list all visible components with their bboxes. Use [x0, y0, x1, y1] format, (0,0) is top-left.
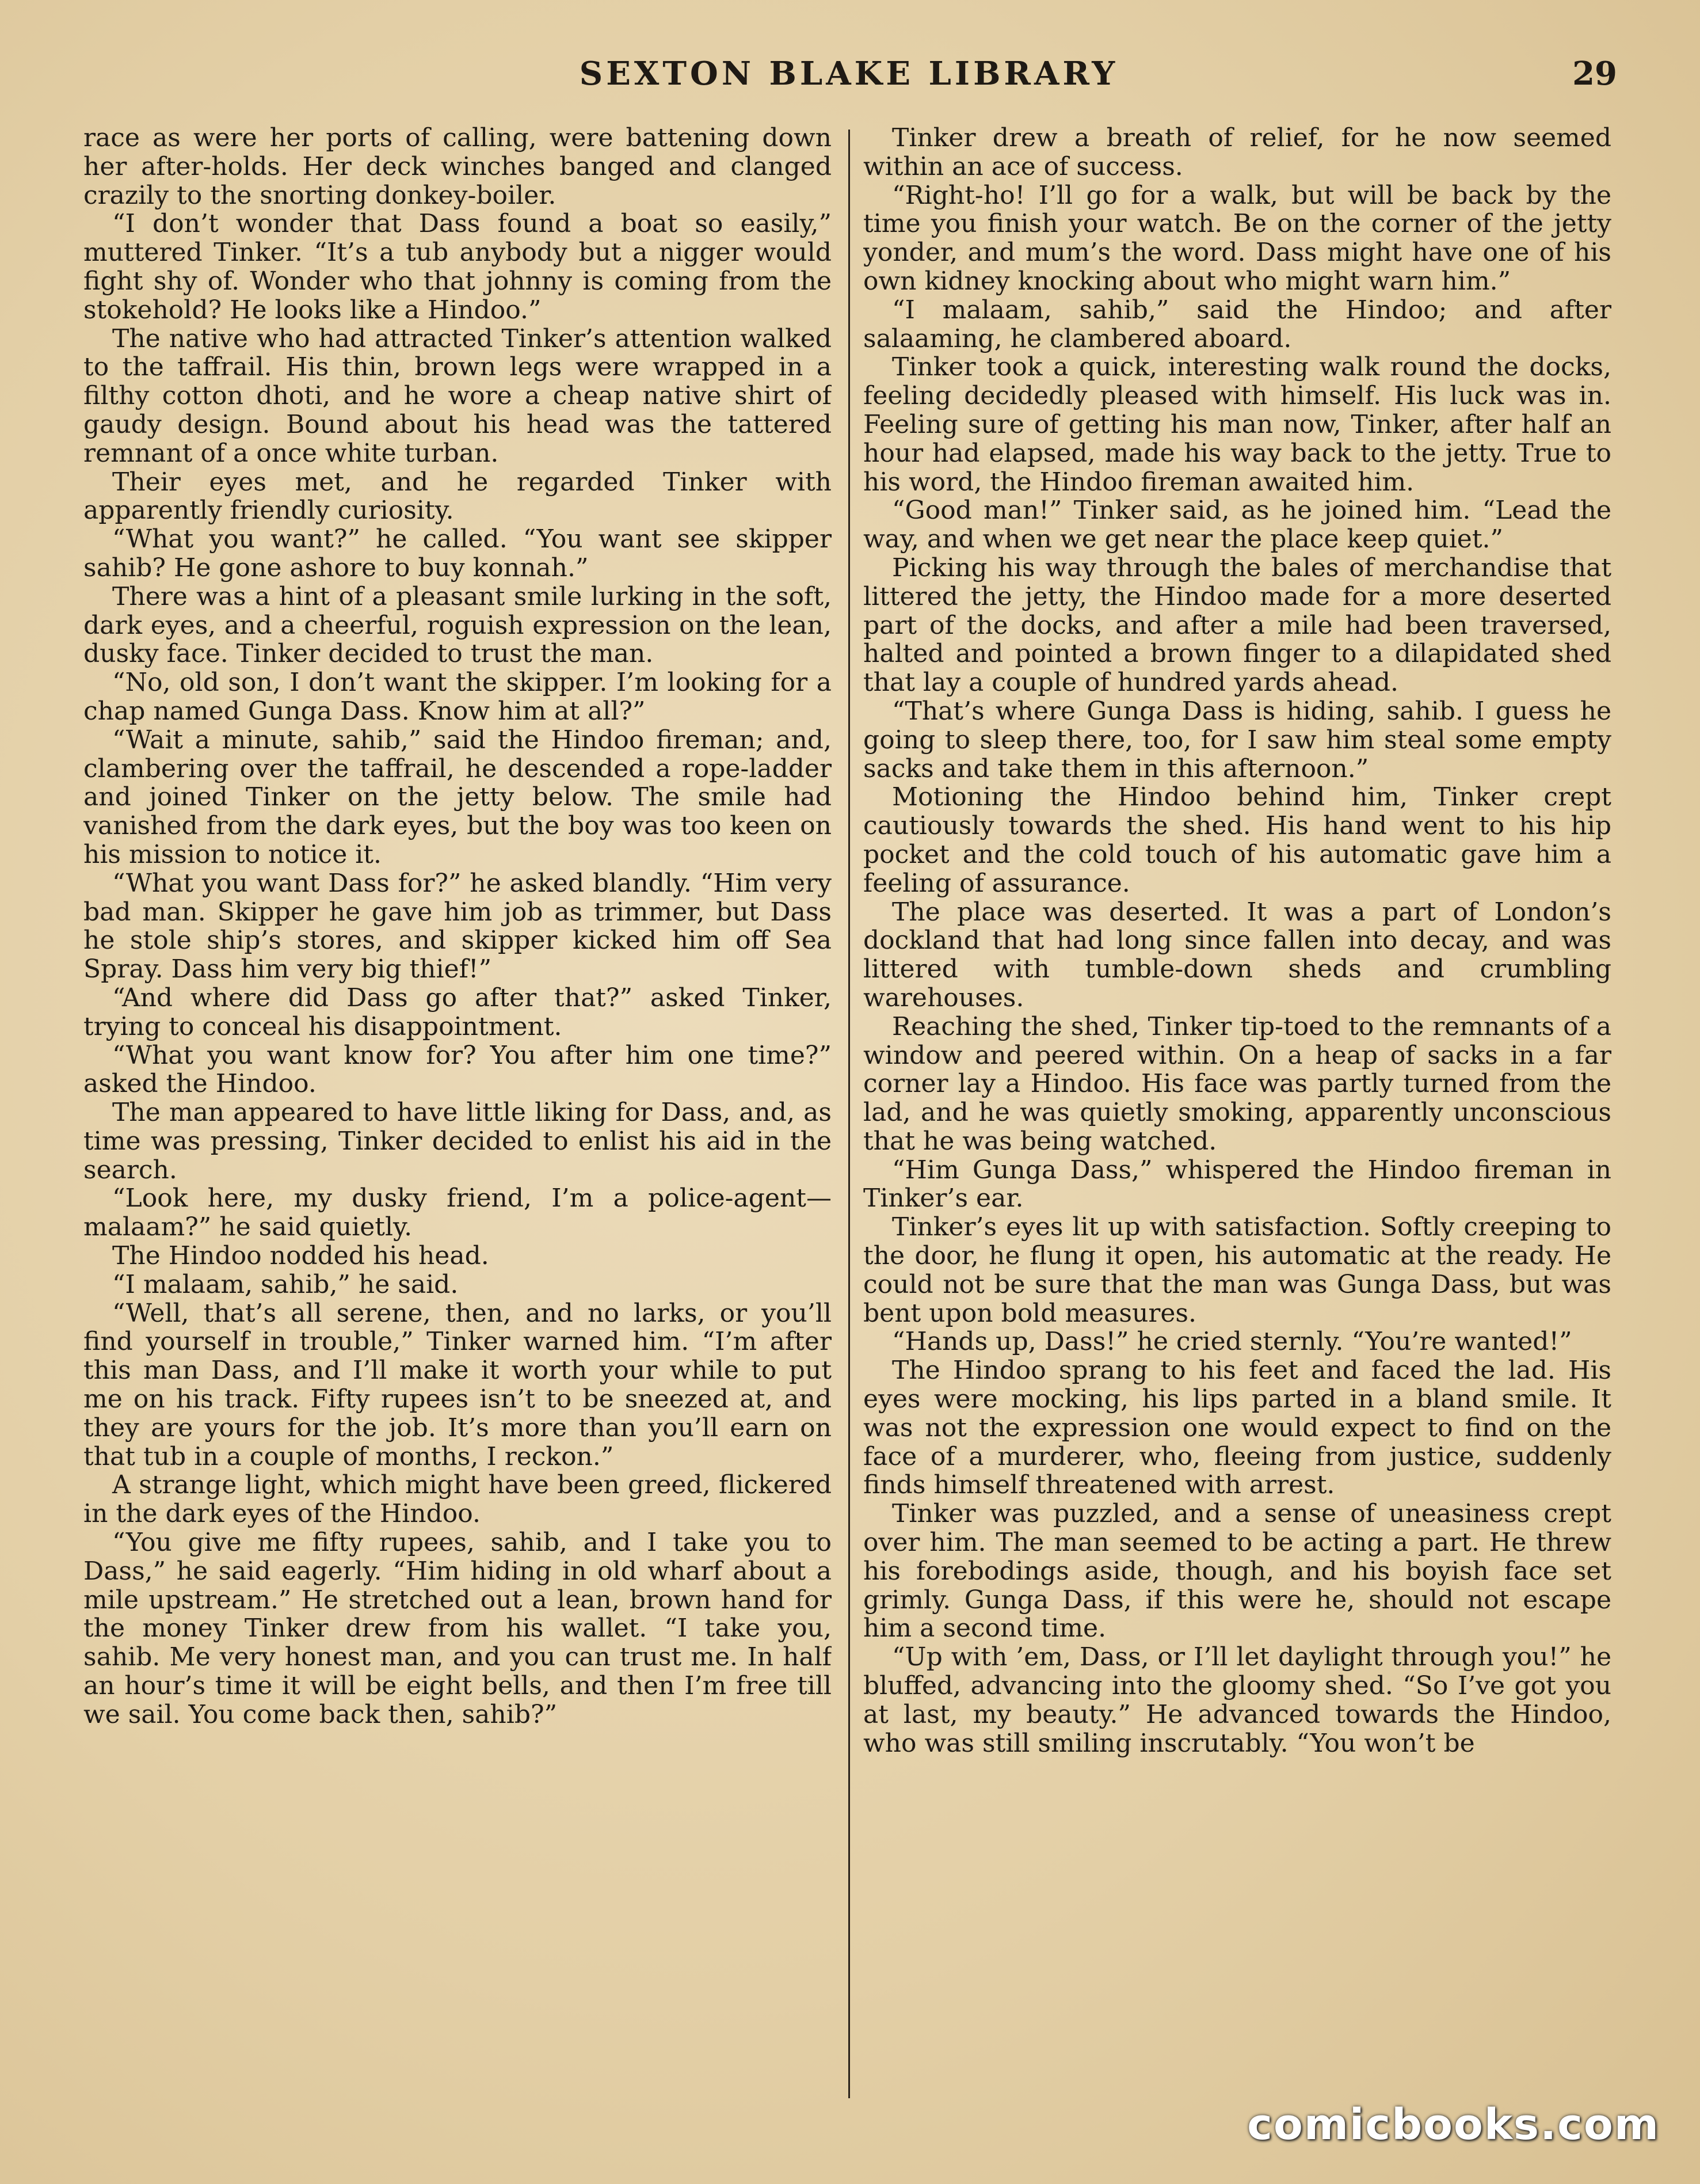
paragraph: “What you want know for? You after him one time?” asked the Hindoo. — [83, 1040, 832, 1099]
paragraph: A strange light, which might have been greed, flickered in the dark eyes of the Hindoo. — [83, 1470, 832, 1529]
running-title: SEXTON BLAKE LIBRARY — [579, 55, 1119, 93]
right-column — [863, 124, 1611, 2104]
paragraph: Tinker took a quick, interesting walk round the docks, feeling decidedly pleased with himself. His luck was in. Feeling sure of getting his man now, Tinker, after half an hour had elapsed, made his way back to the jetty. True to his word, the Hindoo fireman awaited him. — [863, 352, 1611, 497]
paragraph: “You give me fifty rupees, sahib, and I take you to Dass,” he said eagerly. “Him hiding in old wharf about a mile upstream.” He stretched out a lean, brown hand for the money Tinker drew from his wallet. “I take you, sahib. Me very honest man, and you can trust me. In half an hour’s time it will be eight bells, and then I’m free till we sail. You come back then, sahib?” — [83, 1528, 832, 1729]
paragraph: race as were her ports of calling, were battening down her after-holds. Her deck winches banged and clanged crazily to the snorting donkey-boiler. — [83, 124, 832, 210]
page-number: 29 — [1572, 55, 1617, 93]
paragraph: “Him Gunga Dass,” whispered the Hindoo fireman in Tinker’s ear. — [863, 1155, 1611, 1213]
paragraph: “Look here, my dusky friend, I’m a police-agent—malaam?” he said quietly. — [83, 1184, 832, 1242]
left-column — [83, 124, 832, 2104]
paragraph: “What you want?” he called. “You want see skipper sahib? He gone ashore to buy konnah.” — [83, 524, 832, 583]
paragraph: The place was deserted. It was a part of London’s dockland that had long since fallen into decay, and was littered with tumble-down sheds and crumbling warehouses. — [863, 897, 1611, 1013]
paragraph: “No, old son, I don’t want the skipper. I’m looking for a chap named Gunga Dass. Know him at all?” — [83, 668, 832, 726]
paragraph: “I malaam, sahib,” said the Hindoo; and after salaaming, he clambered aboard. — [863, 295, 1611, 353]
paragraph: Tinker drew a breath of relief, for he now seemed within an ace of success. — [863, 124, 1611, 181]
paragraph: “That’s where Gunga Dass is hiding, sahib. I guess he going to sleep there, too, for I saw him steal some empty sacks and take them in this afternoon.” — [863, 696, 1611, 783]
column-divider — [848, 130, 850, 2098]
page-header — [81, 55, 1617, 106]
paragraph: Their eyes met, and he regarded Tinker with apparently friendly curiosity. — [83, 467, 832, 526]
paragraph: “I malaam, sahib,” he said. — [112, 1269, 459, 1299]
paragraph: “And where did Dass go after that?” asked Tinker, trying to conceal his disappointment. — [83, 983, 832, 1041]
paragraph: Reaching the shed, Tinker tip-toed to the remnants of a window and peered within. On a heap of sacks in a far corner lay a Hindoo. His face was partly turned from the lad, and he was quietly smoking, apparently unconscious that he was being watched. — [863, 1011, 1611, 1156]
paragraph: The native who had attracted Tinker’s attention walked to the taffrail. His thin, brown legs were wrapped in a filthy cotton dhoti, and he wore a cheap native shirt of gaudy design. Bound about his head was the tattered remnant of a once white turban. — [83, 324, 832, 468]
paragraph: The Hindoo sprang to his feet and faced the lad. His eyes were mocking, his lips parted in a bland smile. It was not the expression one would expect to find on the face of a murderer, who, fleeing from justice, suddenly finds himself threatened with arrest. — [863, 1356, 1611, 1500]
paragraph: “Right-ho! I’ll go for a walk, but will be back by the time you finish your watch. Be on the corner of the jetty yonder, and mum’s the word. Dass might have one of his own kidney knocking about who might warn him.” — [863, 180, 1611, 296]
paragraph: Picking his way through the bales of merchandise that littered the jetty, the Hindoo made for a more deserted part of the docks, and after a mile had been traversed, halted and pointed a brown finger to a dilapidated shed that lay a couple of hundred yards ahead. — [863, 553, 1611, 698]
paragraph: “Well, that’s all serene, then, and no larks, or you’ll find yourself in trouble,” Tinker warned him. “I’m after this man Dass, and I’ll make it worth your while to put me on his track. Fifty rupees isn’t to be sneezed at, and they are yours for the job. It’s more than you’ll earn on that tub in a couple of months, I reckon.” — [83, 1298, 832, 1471]
paragraph: Tinker was puzzled, and a sense of uneasiness crept over him. The man seemed to be acting a part. He threw his forebodings aside, though, and his boyish face set grimly. Gunga Dass, if this were he, should not escape him a second time. — [863, 1499, 1611, 1643]
watermark: comicbooks.com — [1247, 2100, 1660, 2149]
paragraph: “Good man!” Tinker said, as he joined him. “Lead the way, and when we get near the place keep quiet.” — [863, 496, 1611, 554]
paragraph: “Wait a minute, sahib,” said the Hindoo fireman; and, clambering over the taffrail, he descended a rope-ladder and joined Tinker on the jetty below. The smile had vanished from the dark eyes, but the boy was too keen on his mission to notice it. — [83, 725, 832, 869]
paragraph: “What you want Dass for?” he asked blandly. “Him very bad man. Skipper he gave him job as trimmer, but Dass he stole ship’s stores, and skipper kicked him off Sea Spray. Dass him very big thief!” — [83, 868, 832, 984]
paragraph: The man appeared to have little liking for Dass, and, as time was pressing, Tinker decided to enlist his aid in the search. — [83, 1098, 832, 1185]
paragraph: There was a hint of a pleasant smile lurking in the soft, dark eyes, and a cheerful, roguish expression on the lean, dusky face. Tinker decided to trust the man. — [83, 581, 832, 669]
paragraph: Tinker’s eyes lit up with satisfaction. Softly creeping to the door, he flung it open, his automatic at the ready. He could not be sure that the man was Gunga Dass, but was bent upon bold measures. — [863, 1212, 1611, 1328]
paragraph: “Up with ’em, Dass, or I’ll let daylight through you!” he bluffed, advancing into the gloomy shed. “So I’ve got you at last, my beauty.” He advanced towards the Hindoo, who was still smiling inscrutably. “You won’t be — [863, 1642, 1611, 1758]
paragraph: “I don’t wonder that Dass found a boat so easily,” muttered Tinker. “It’s a tub anybody but a nigger would fight shy of. Wonder who that johnny is coming from the stokehold? He looks like a Hindoo.” — [83, 209, 832, 325]
paragraph: Motioning the Hindoo behind him, Tinker crept cautiously towards the shed. His hand went to his hip pocket and the cold touch of his automatic gave him a feeling of assurance. — [863, 782, 1611, 898]
paragraph: The Hindoo nodded his head. — [112, 1241, 489, 1271]
paragraph: “Hands up, Dass!” he cried sternly. “You’re wanted!” — [892, 1327, 1572, 1357]
